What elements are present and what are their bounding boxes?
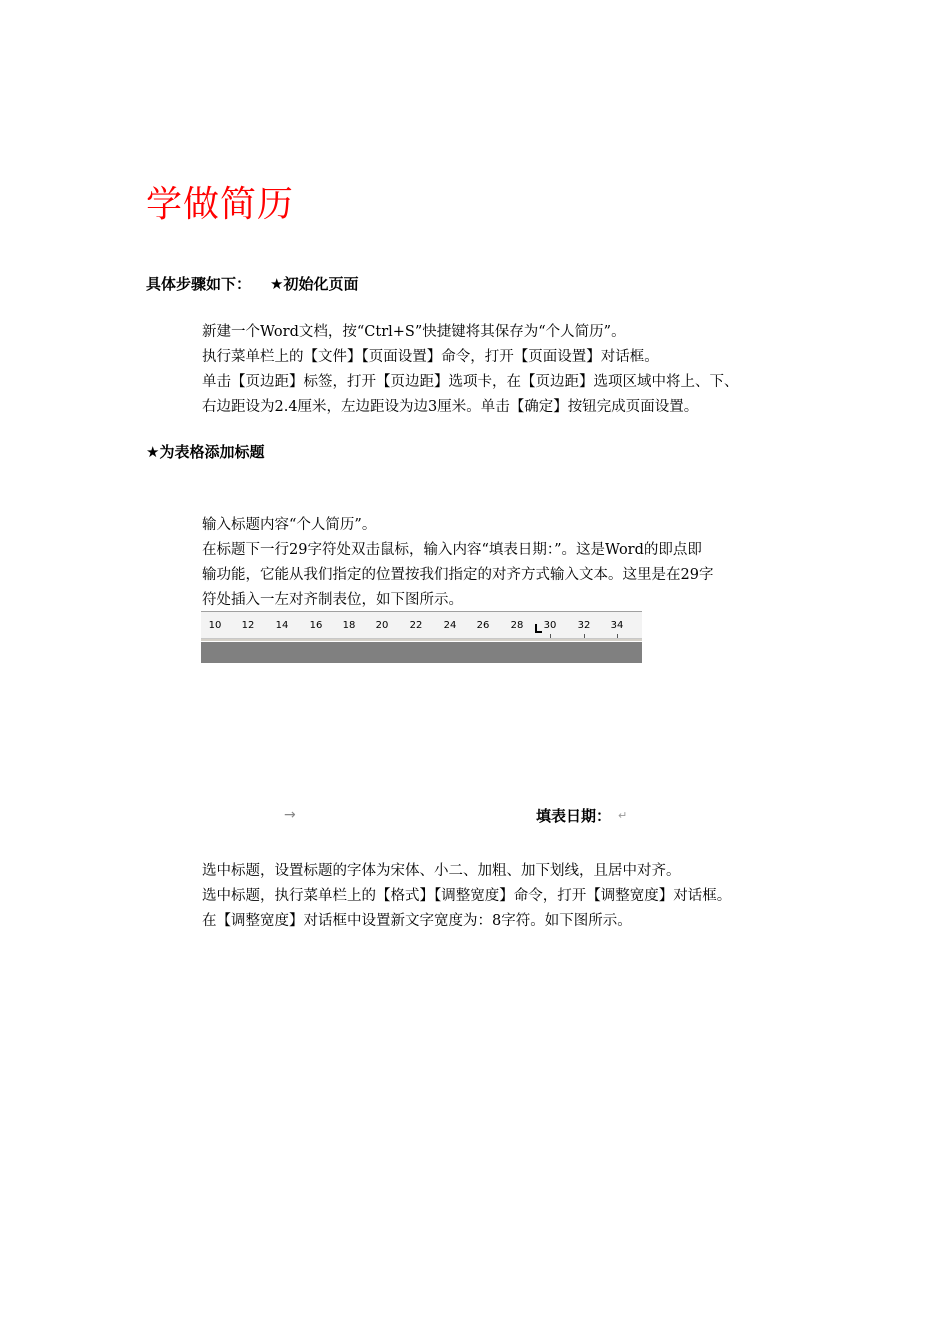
section1-body bbox=[202, 320, 739, 420]
ruler-tick-label: 32 bbox=[577, 620, 591, 631]
ruler-tick-label: 12 bbox=[241, 620, 255, 631]
ruler-tick-label: 16 bbox=[309, 620, 323, 631]
paragraph-line: 输入标题内容“个人简历”。 bbox=[202, 517, 377, 533]
paragraph-line: 符处插入一左对齐制表位，如下图所示。 bbox=[202, 592, 463, 608]
steps-heading: 具体步骤如下： bbox=[146, 275, 252, 293]
paragraph-line: 单击【页边距】标签，打开【页边距】选项卡，在【页边距】选项区域中将上、下、 bbox=[202, 374, 739, 390]
section3-body bbox=[202, 859, 731, 934]
document-title: 学做简历 bbox=[146, 184, 295, 225]
ruler-tick-mark bbox=[550, 634, 551, 638]
ruler-tick-mark bbox=[617, 634, 618, 638]
ruler-tick-label: 14 bbox=[275, 620, 289, 631]
ruler-tick-label: 28 bbox=[510, 620, 524, 631]
ruler-tick-label: 20 bbox=[375, 620, 389, 631]
ruler-tick-label: 30 bbox=[543, 620, 557, 631]
fill-date-label: 填表日期： bbox=[536, 807, 612, 825]
add-title-heading: ★为表格添加标题 bbox=[146, 443, 265, 461]
paragraph-line: 右边距设为2.4厘米，左边距设为边3厘米。单击【确定】按钮完成页面设置。 bbox=[202, 399, 699, 415]
paragraph-line: 在【调整宽度】对话框中设置新文字宽度为：8字符。如下图所示。 bbox=[202, 913, 632, 929]
ruler-tick-label: 24 bbox=[443, 620, 457, 631]
left-tab-stop-icon bbox=[535, 624, 542, 633]
ruler-tick-mark bbox=[584, 634, 585, 638]
paragraph-line: 在标题下一行29字符处双击鼠标，输入内容“填表日期：”。这是Word的即点即 bbox=[202, 542, 702, 558]
paragraph-line: 新建一个Word文档，按“Ctrl+S”快捷键将其保存为“个人简历”。 bbox=[202, 324, 626, 340]
ruler-gray-area bbox=[201, 641, 642, 663]
section2-body bbox=[202, 513, 713, 613]
ruler-image bbox=[201, 611, 642, 662]
paragraph-line: 选中标题，设置标题的字体为宋体、小二、加粗、加下划线，且居中对齐。 bbox=[202, 863, 681, 879]
ruler-tick-label: 10 bbox=[208, 620, 222, 631]
init-page-heading: ★初始化页面 bbox=[270, 275, 359, 293]
ruler-tick-label: 18 bbox=[342, 620, 356, 631]
paragraph-line: 执行菜单栏上的【文件】【页面设置】命令，打开【页面设置】对话框。 bbox=[202, 349, 659, 365]
ruler-tick-label: 26 bbox=[476, 620, 490, 631]
paragraph-line: 输功能，它能从我们指定的位置按我们指定的对齐方式输入文本。这里是在29字 bbox=[202, 567, 714, 583]
tab-arrow-icon: → bbox=[284, 807, 296, 823]
paragraph-line: 选中标题，执行菜单栏上的【格式】【调整宽度】命令，打开【调整宽度】对话框。 bbox=[202, 888, 732, 904]
paragraph-mark-icon: ↵ bbox=[618, 809, 628, 822]
ruler-tick-label: 34 bbox=[610, 620, 624, 631]
ruler-tick-label: 22 bbox=[409, 620, 423, 631]
